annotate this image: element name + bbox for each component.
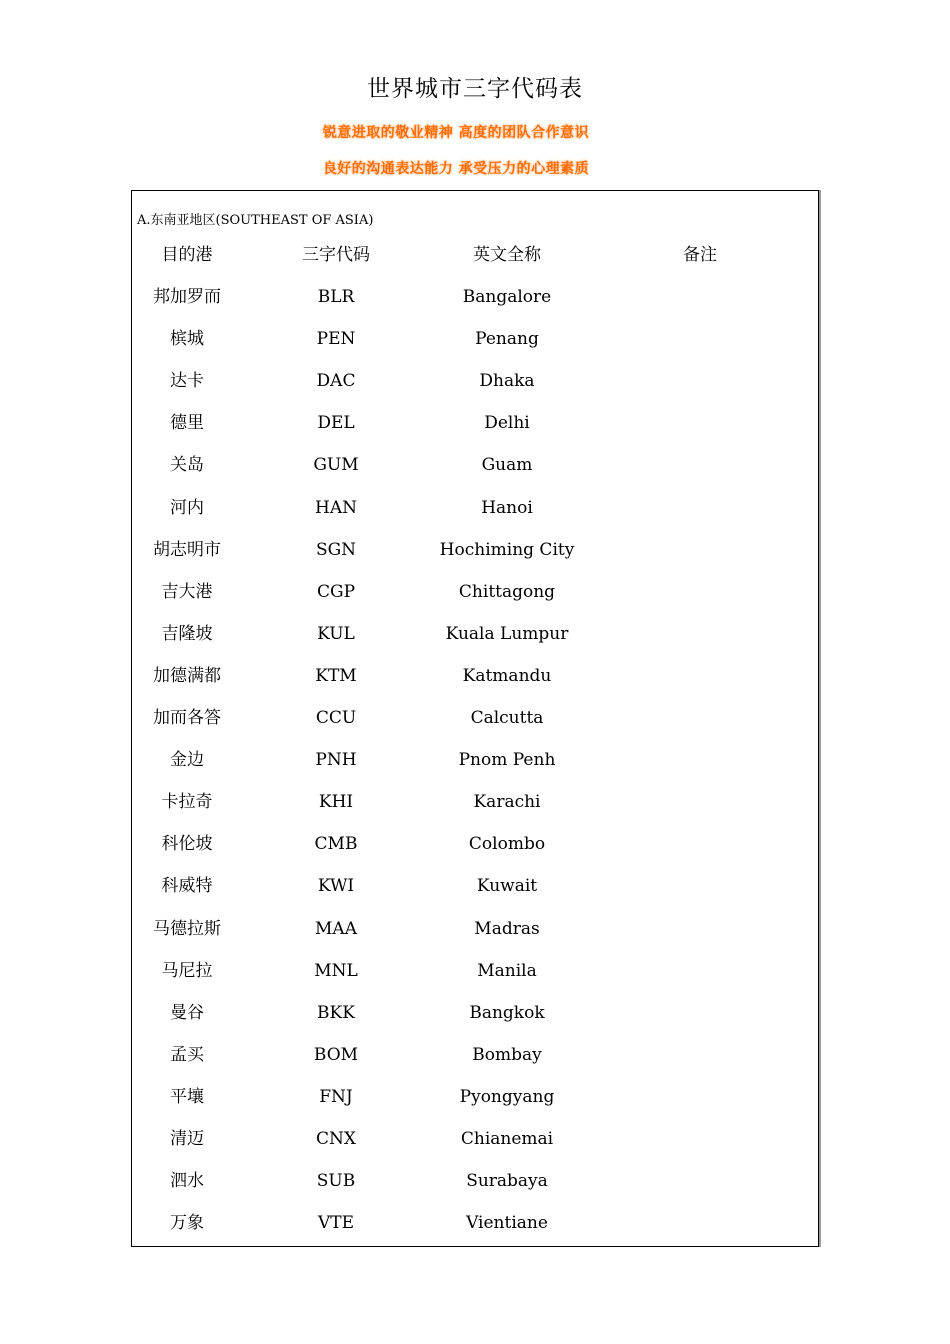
iata-code-cell: VTE (317, 1213, 355, 1234)
port-name-cell: 关岛 (170, 455, 204, 476)
english-name-cell: Vientiane (466, 1213, 548, 1234)
iata-code-cell: GUM (313, 455, 359, 476)
iata-code-cell: MAA (315, 918, 357, 939)
port-name-cell: 吉隆坡 (161, 623, 213, 644)
city-code-table (131, 190, 819, 1247)
table-row (132, 280, 818, 322)
english-name-cell: Hanoi (481, 497, 533, 518)
port-name-cell: 槟城 (170, 329, 204, 350)
port-name-cell: 清迈 (170, 1129, 204, 1149)
table-row (132, 533, 818, 575)
table-row (132, 364, 818, 406)
table-row (132, 869, 818, 911)
english-name-cell: Pnom Penh (458, 750, 556, 771)
english-name-cell: Dhaka (479, 371, 535, 392)
port-name-cell: 德里 (170, 413, 204, 434)
iata-code-cell: CMB (314, 834, 358, 855)
port-name-cell: 金边 (170, 750, 204, 771)
port-name-cell: 达卡 (170, 371, 204, 392)
iata-code-cell: BOM (313, 1044, 359, 1065)
english-name-cell: Chianemai (460, 1129, 554, 1149)
english-name-cell: Madras (474, 918, 540, 939)
port-name-cell: 吉大港 (161, 581, 213, 602)
port-name-cell: 曼谷 (170, 1002, 204, 1023)
iata-code-cell: PEN (316, 329, 356, 350)
table-row (132, 491, 818, 533)
iata-code-cell: PNH (315, 750, 357, 771)
english-name-cell: Delhi (484, 413, 530, 434)
port-name-cell: 万象 (170, 1213, 204, 1234)
table-row (132, 701, 818, 743)
table-row (132, 1080, 818, 1122)
table-row (132, 575, 818, 617)
header-english-name: 英文全称 (473, 245, 541, 265)
table-row (132, 322, 818, 364)
port-name-cell: 加而各答 (153, 708, 221, 728)
header-code: 三字代码 (302, 245, 370, 265)
iata-code-cell: KTM (315, 665, 357, 686)
iata-code-cell: MNL (314, 960, 358, 981)
port-name-cell: 河内 (170, 497, 204, 518)
port-name-cell: 泗水 (170, 1171, 204, 1192)
english-name-cell: Kuwait (476, 876, 538, 897)
table-row (132, 827, 818, 869)
english-name-cell: Manila (477, 960, 537, 981)
port-name-cell: 孟买 (170, 1044, 204, 1065)
page-title: 世界城市三字代码表 (367, 76, 583, 102)
table-row (132, 954, 818, 996)
port-name-cell: 卡拉奇 (161, 792, 213, 813)
table-row (132, 1164, 818, 1206)
english-name-cell: Katmandu (462, 665, 552, 686)
iata-code-cell: BKK (317, 1002, 355, 1023)
port-name-cell: 平壤 (170, 1086, 204, 1107)
english-name-cell: Calcutta (470, 708, 544, 728)
iata-code-cell: KUL (317, 623, 355, 644)
english-name-cell: Pyongyang (459, 1086, 555, 1107)
iata-code-cell: FNJ (319, 1086, 353, 1107)
iata-code-cell: CCU (315, 708, 357, 728)
slogan-line-1: 锐意进取的敬业精神 高度的团队合作意识 (322, 125, 590, 141)
table-row (132, 912, 818, 954)
region-label: A.东南亚地区(SOUTHEAST OF ASIA) (137, 213, 374, 228)
english-name-cell: Hochiming City (439, 539, 575, 560)
header-remarks: 备注 (683, 245, 717, 265)
english-name-cell: Chittagong (458, 581, 556, 602)
table-row (132, 1038, 818, 1080)
english-name-cell: Bombay (472, 1044, 542, 1065)
table-row (132, 1206, 818, 1248)
iata-code-cell: SUB (316, 1171, 356, 1192)
port-name-cell: 马尼拉 (161, 960, 213, 981)
iata-code-cell: SGN (315, 539, 357, 560)
iata-code-cell: BLR (317, 287, 355, 307)
table-row (132, 406, 818, 448)
english-name-cell: Bangalore (462, 287, 552, 307)
iata-code-cell: CNX (316, 1129, 356, 1149)
iata-code-cell: CGP (316, 581, 356, 602)
english-name-cell: Penang (475, 329, 539, 350)
table-row (132, 996, 818, 1038)
table-row (132, 1122, 818, 1164)
port-name-cell: 邦加罗而 (153, 287, 221, 307)
english-name-cell: Bangkok (469, 1002, 545, 1023)
english-name-cell: Colombo (468, 834, 546, 855)
english-name-cell: Guam (481, 455, 533, 476)
english-name-cell: Karachi (473, 792, 541, 813)
table-row (132, 448, 818, 490)
slogan-line-2: 良好的沟通表达能力 承受压力的心理素质 (322, 161, 590, 177)
iata-code-cell: HAN (315, 497, 357, 518)
port-name-cell: 科伦坡 (161, 834, 213, 855)
iata-code-cell: KHI (318, 792, 354, 813)
table-header-row (132, 238, 818, 280)
english-name-cell: Kuala Lumpur (445, 623, 569, 644)
port-name-cell: 加德满都 (153, 665, 221, 686)
english-name-cell: Surabaya (466, 1171, 548, 1192)
iata-code-cell: DEL (317, 413, 355, 434)
iata-code-cell: KWI (317, 876, 355, 897)
table-row (132, 617, 818, 659)
port-name-cell: 马德拉斯 (153, 918, 221, 939)
port-name-cell: 科威特 (161, 876, 213, 897)
header-port: 目的港 (161, 245, 213, 265)
table-row (132, 785, 818, 827)
iata-code-cell: DAC (316, 371, 356, 392)
port-name-cell: 胡志明市 (153, 539, 221, 560)
table-row (132, 743, 818, 785)
table-row (132, 659, 818, 701)
